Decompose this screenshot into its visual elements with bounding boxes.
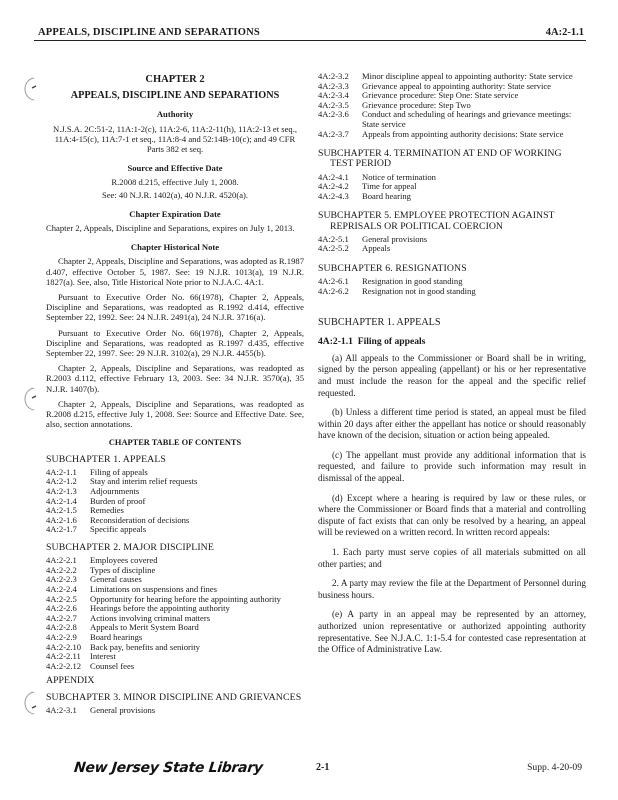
toc-entry bbox=[318, 110, 586, 129]
toc-entry-title: Minor discipline appeal to appointing authority: State service bbox=[362, 71, 573, 81]
historical-note-paragraph: Pursuant to Executive Order No. 66(1978), Chapter 2, Appeals, Discipline and Separations, was readopted as R.1997 d.435, effective September 22, 1997. See: 29 N.J.R. 3102(a), 29 N.J.R. 4455(b). bbox=[46, 327, 304, 359]
toc-entry bbox=[46, 662, 304, 672]
running-header-code: 4A:2-1.1 bbox=[545, 27, 584, 38]
toc-entry-number: 4A:2-1.4 bbox=[46, 495, 77, 506]
toc-list-subchapter-6 bbox=[318, 277, 586, 296]
toc-entry-title: Limitations on suspensions and fines bbox=[90, 584, 217, 595]
toc-entry-title: Specific appeals bbox=[90, 524, 147, 535]
toc-subchapter-heading: SUBCHAPTER 2. MAJOR DISCIPLINE bbox=[46, 542, 214, 554]
toc-subchapter-heading: SUBCHAPTER 1. APPEALS bbox=[46, 453, 166, 465]
toc-entry-number: 4A:2-1.1 bbox=[46, 466, 77, 477]
authority-heading: Authority bbox=[156, 109, 194, 120]
toc-entry bbox=[46, 556, 304, 566]
toc-list-subchapter-2 bbox=[46, 556, 304, 671]
page-number: 2-1 bbox=[316, 762, 330, 773]
toc-entry-title: Grievance procedure: Step Two bbox=[362, 99, 471, 110]
toc-entry bbox=[318, 182, 586, 192]
historical-note-paragraph: Chapter 2, Appeals, Discipline and Separations, was readopted as R.2003 d.112, effective February 13, 2003. See: 34 N.J.R. 3570(a), 35 N.J.R. 1407(b). bbox=[46, 363, 304, 394]
toc-entry-number: 4A:2-2.11 bbox=[46, 651, 81, 662]
historical-note-heading: Chapter Historical Note bbox=[130, 242, 220, 253]
toc-entry bbox=[46, 652, 304, 662]
toc-subchapter-heading: SUBCHAPTER 4. TERMINATION AT END OF WORKING TEST PERIOD bbox=[318, 148, 562, 170]
punch-hole-mark-icon bbox=[16, 688, 38, 718]
toc-entry bbox=[46, 497, 304, 507]
toc-entry-number: 4A:2-6.2 bbox=[318, 285, 349, 296]
toc-entry-number: 4A:2-3.5 bbox=[318, 99, 349, 110]
punch-hole-mark-icon bbox=[16, 74, 38, 104]
toc-entry-title: Appeals to Merit System Board bbox=[90, 622, 199, 633]
toc-entry-number: 4A:2-4.3 bbox=[318, 190, 349, 201]
toc-entry bbox=[46, 477, 304, 487]
toc-entry-number: 4A:2-2.7 bbox=[46, 612, 77, 623]
rule-heading bbox=[318, 337, 586, 347]
rule-paragraph-d1: 1. Each party must serve copies of all materials submitted on all other parties; and bbox=[318, 547, 586, 569]
toc-entry-title: Adjournments bbox=[90, 486, 140, 497]
toc-entry bbox=[46, 487, 304, 497]
toc-entry-number: 4A:2-2.1 bbox=[46, 555, 77, 566]
subchapter-heading: SUBCHAPTER 1. APPEALS bbox=[318, 317, 441, 329]
toc-entry-number: 4A:2-4.2 bbox=[318, 181, 349, 192]
rule-paragraph-a: (a) All appeals to the Commissioner or Board shall be in writing, signed by the person appealing (appellant) or his or her representative and must include the reason for the appeal and the specific relief requested. bbox=[318, 352, 586, 398]
toc-entry-number: 4A:2-6.1 bbox=[318, 276, 349, 287]
rule-paragraph-b: (b) Unless a different time period is stated, an appeal must be filed within 20 days after either the appellant has notice or should reasonably have known of the decision, situation or action being appealed. bbox=[318, 407, 586, 441]
toc-entry-title: Counsel fees bbox=[90, 660, 135, 671]
toc-entry-number: 4A:2-2.10 bbox=[46, 641, 82, 652]
toc-entry-title: Notice of termination bbox=[362, 171, 436, 182]
toc-entry-number: 4A:2-2.3 bbox=[46, 574, 77, 585]
toc-entry bbox=[318, 235, 586, 245]
authority-text: N.J.S.A. 2C:51-2, 11A:1-2(c), 11A:2-6, 11A:2-11(h), 11A:2-13 et seq., 11A:4-15(c), 11A:7-1 et seq., 11A:8-4 and 52:14B-10(c); and 49 CFR Parts 382 et seq. bbox=[52, 123, 297, 155]
toc-entry bbox=[318, 287, 586, 297]
toc-entry-number: 4A:2-1.2 bbox=[46, 476, 77, 487]
rule-number: 4A:2-1.1 bbox=[318, 335, 353, 347]
toc-list-subchapter-4 bbox=[318, 173, 586, 202]
toc-entry-number: 4A:2-1.6 bbox=[46, 514, 77, 525]
toc-appendix: APPENDIX bbox=[46, 675, 95, 687]
toc-list-subchapter-5 bbox=[318, 235, 586, 254]
toc-entry-title: Actions involving criminal matters bbox=[90, 612, 211, 623]
rule-paragraph-c: (c) The appellant must provide any additional information that is requested, and failure to provide such information may result in dismissal of the appeal. bbox=[318, 449, 586, 484]
toc-entry-title: Resignation in good standing bbox=[362, 276, 463, 287]
toc-entry bbox=[46, 706, 304, 716]
rule-paragraph-d: (d) Except where a hearing is required by law or these rules, or where the Commissioner or Board finds that a material and controlling dispute of fact exists that can only be resolved by a hearing, an appeal will be reviewed on a written record. In written record appeals: bbox=[318, 492, 586, 538]
toc-entry-number: 4A:2-3.4 bbox=[318, 90, 349, 101]
toc-subchapter-heading: SUBCHAPTER 6. RESIGNATIONS bbox=[318, 262, 467, 274]
toc-entry-number: 4A:2-2.9 bbox=[46, 632, 77, 642]
running-header bbox=[34, 20, 586, 41]
toc-entry-title: Opportunity for hearing before the appointing authority bbox=[90, 593, 281, 604]
source-line-2: See: 40 N.J.R. 1402(a), 40 N.J.R. 4520(a). bbox=[101, 189, 249, 200]
toc-entry-title: Remedies bbox=[90, 505, 124, 516]
left-column bbox=[46, 72, 304, 715]
toc-entry-number: 4A:2-1.7 bbox=[46, 524, 77, 535]
source-line-1: R.2008 d.215, effective July 1, 2008. bbox=[111, 177, 239, 188]
toc-entry-title: Board hearings bbox=[90, 632, 143, 642]
toc-entry bbox=[318, 173, 586, 183]
historical-note-paragraph: Pursuant to Executive Order No. 66(1978), Chapter 2, Appeals, Discipline and Separations, was readopted as R.1992 d.414, effective September 22, 1992. See: 24 N.J.R. 2491(a), 24 N.J.R. 3716(a). bbox=[46, 292, 304, 323]
toc-entry-title: Back pay, benefits and seniority bbox=[90, 641, 200, 652]
historical-note-paragraph: Chapter 2, Appeals, Discipline and Separations, was adopted as R.1987 d.407, effective October 5, 1987. See: 19 N.J.R. 1013(a), 19 N.J.R. 1827(a). See, also, Title Historical Note prior to N.J.A.C. 4A:1. bbox=[46, 256, 304, 287]
toc-list-subchapter-1 bbox=[46, 468, 304, 535]
toc-entry-number: 4A:2-5.2 bbox=[318, 243, 349, 254]
toc-entry-number: 4A:2-3.1 bbox=[46, 704, 77, 715]
toc-entry-title: General provisions bbox=[362, 233, 428, 244]
toc-entry-title: Stay and interim relief requests bbox=[90, 476, 198, 487]
source-heading: Source and Effective Date bbox=[127, 163, 223, 174]
toc-entry bbox=[46, 566, 304, 576]
toc-entry-title: Appeals from appointing authority decisions: State service bbox=[362, 128, 564, 139]
library-watermark: New Jersey State Library bbox=[73, 760, 264, 776]
toc-list-subchapter-3-cont bbox=[318, 72, 586, 139]
toc-entry-number: 4A:2-3.7 bbox=[318, 128, 349, 139]
historical-note-paragraph: Chapter 2, Appeals, Discipline and Separations, was readopted as R.2008 d.215, effective July 1, 2008. See: Source and Effective Date. See, also, section annotations. bbox=[46, 398, 304, 430]
toc-entry bbox=[318, 192, 586, 202]
page-footer bbox=[34, 760, 586, 784]
toc-entry bbox=[46, 643, 304, 653]
toc-entry-title: Appeals bbox=[362, 243, 391, 254]
toc-entry-title: Hearings before the appointing authority bbox=[90, 603, 230, 614]
right-column bbox=[318, 72, 586, 664]
running-header-title: APPEALS, DISCIPLINE AND SEPARATIONS bbox=[38, 27, 260, 38]
toc-entry-number: 4A:2-2.8 bbox=[46, 622, 77, 633]
toc-entry-number: 4A:2-4.1 bbox=[318, 171, 349, 182]
expiration-heading: Chapter Expiration Date bbox=[129, 208, 221, 219]
toc-subchapter-heading: SUBCHAPTER 3. MINOR DISCIPLINE AND GRIEVANCES bbox=[46, 691, 302, 703]
toc-entry-title: Types of discipline bbox=[90, 564, 156, 575]
rule-paragraph-d2: 2. A party may review the file at the Department of Personnel during business hours. bbox=[318, 578, 586, 600]
toc-entry-title: General causes bbox=[90, 574, 142, 585]
toc-entry-title: Employees covered bbox=[90, 555, 158, 566]
toc-entry-title: Burden of proof bbox=[90, 495, 146, 506]
toc-entry-title: Resignation not in good standing bbox=[362, 285, 476, 296]
toc-entry bbox=[318, 244, 586, 254]
toc-entry-title: Filing of appeals bbox=[90, 466, 148, 477]
toc-subchapter-heading: SUBCHAPTER 5. EMPLOYEE PROTECTION AGAINST REPRISALS OR POLITICAL COERCION bbox=[318, 210, 555, 232]
chapter-title: APPEALS, DISCIPLINE AND SEPARATIONS bbox=[70, 90, 280, 102]
toc-entry-title: Reconsideration of decisions bbox=[90, 514, 190, 525]
toc-heading: CHAPTER TABLE OF CONTENTS bbox=[108, 438, 242, 448]
toc-list-subchapter-3 bbox=[46, 706, 304, 716]
toc-entry-number: 4A:2-1.3 bbox=[46, 486, 77, 497]
rule-title: Filing of appeals bbox=[357, 335, 426, 347]
toc-entry-title: Interest bbox=[90, 651, 116, 662]
toc-entry-number: 4A:2-5.1 bbox=[318, 233, 349, 244]
toc-entry-title: Time for appeal bbox=[362, 181, 417, 192]
punch-hole-mark-icon bbox=[16, 384, 38, 414]
toc-entry-number: 4A:2-2.4 bbox=[46, 584, 77, 595]
toc-entry bbox=[318, 130, 586, 140]
toc-entry-number: 4A:2-2.12 bbox=[46, 660, 82, 671]
toc-entry-title: Board hearing bbox=[362, 190, 411, 201]
toc-entry-title: Grievance appeal to appointing authority: State service bbox=[362, 80, 551, 91]
toc-entry-number: 4A:2-3.6 bbox=[318, 109, 349, 120]
toc-entry bbox=[46, 623, 304, 633]
toc-entry-title: Conduct and scheduling of hearings and grievance meetings: State service bbox=[362, 109, 572, 129]
toc-entry-number: 4A:2-2.2 bbox=[46, 564, 77, 575]
toc-entry bbox=[46, 525, 304, 535]
toc-entry-title: General provisions bbox=[90, 704, 156, 715]
toc-entry-number: 4A:2-2.6 bbox=[46, 603, 77, 614]
toc-entry-number: 4A:2-2.5 bbox=[46, 593, 77, 604]
toc-entry-number: 4A:2-3.3 bbox=[318, 80, 349, 91]
toc-entry bbox=[46, 516, 304, 526]
expiration-text: Chapter 2, Appeals, Discipline and Separations, expires on July 1, 2013. bbox=[46, 223, 295, 234]
toc-entry-number: 4A:2-3.2 bbox=[318, 71, 349, 81]
chapter-number: CHAPTER 2 bbox=[145, 74, 205, 85]
toc-entry-number: 4A:2-1.5 bbox=[46, 505, 77, 516]
supplement-date: Supp. 4-20-09 bbox=[527, 762, 582, 773]
rule-paragraph-e: (e) A party in an appeal may be represented by an attorney, authorized union representative or authorized appointing authority representative. See N.J.A.C. 1:1-5.4 for contested case representation at the Office of Administrative Law. bbox=[318, 609, 586, 655]
toc-entry-title: Grievance procedure: Step One: State service bbox=[362, 90, 519, 101]
